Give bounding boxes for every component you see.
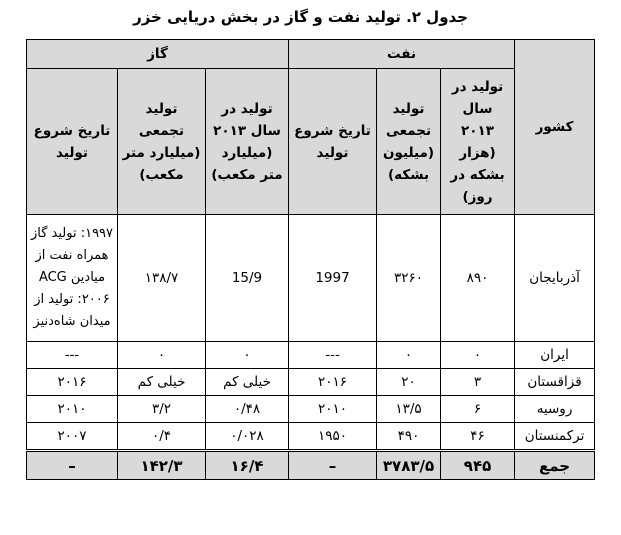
cell-gas-prod: 15/9 bbox=[206, 215, 289, 342]
header-gas-cumulative: تولید تجمعی (میلیارد متر مکعب) bbox=[118, 69, 206, 215]
header-gas-start: تاریخ شروع تولید bbox=[27, 69, 118, 215]
cell-oil-start: ۲۰۱۰ bbox=[289, 396, 377, 423]
table-title: جدول ۲. تولید نفت و گاز در بخش دریایی خزر bbox=[133, 8, 468, 26]
cell-country: ترکمنستان bbox=[515, 423, 595, 451]
cell-gas-cum: ۳/۲ bbox=[118, 396, 206, 423]
cell-oil-prod: ۳ bbox=[441, 369, 515, 396]
cell-gas-start: ۲۰۱۶ bbox=[27, 369, 118, 396]
cell-oil-prod: ۴۶ bbox=[441, 423, 515, 451]
cell-gas-cum: ۱۳۸/۷ bbox=[118, 215, 206, 342]
header-oil-group: نفت bbox=[289, 40, 515, 69]
cell-country: آذربایجان bbox=[515, 215, 595, 342]
cell-oil-prod: ۰ bbox=[441, 342, 515, 369]
table-row bbox=[27, 342, 595, 369]
table-row bbox=[27, 215, 595, 342]
cell-gas-cum: خیلی کم bbox=[118, 369, 206, 396]
header-oil-start: تاریخ شروع تولید bbox=[289, 69, 377, 215]
cell-gas-prod: ۰ bbox=[206, 342, 289, 369]
cell-oil-start: --- bbox=[289, 342, 377, 369]
cell-gas-prod: ۰/۴۸ bbox=[206, 396, 289, 423]
cell-oil-cum: ۰ bbox=[377, 342, 441, 369]
cell-total-gas-prod: ۱۶/۴ bbox=[206, 451, 289, 480]
header-group-row bbox=[27, 40, 595, 69]
table-row bbox=[27, 396, 595, 423]
header-oil-prod-2013: تولید در سال ۲۰۱۳ (هزار بشکه در روز) bbox=[441, 69, 515, 215]
cell-oil-prod: ۶ bbox=[441, 396, 515, 423]
cell-gas-start: ۲۰۱۰ bbox=[27, 396, 118, 423]
cell-gas-prod: خیلی کم bbox=[206, 369, 289, 396]
cell-total-oil-start: – bbox=[289, 451, 377, 480]
cell-gas-start: ۱۹۹۷: تولید گاز همراه نفت از میادین ACG ۲۰۰۶: تولید از میدان شاه‌دنیز bbox=[27, 215, 118, 342]
cell-oil-prod: ۸۹۰ bbox=[441, 215, 515, 342]
cell-oil-cum: ۱۳/۵ bbox=[377, 396, 441, 423]
cell-gas-start: ۲۰۰۷ bbox=[27, 423, 118, 451]
cell-oil-cum: ۳۲۶۰ bbox=[377, 215, 441, 342]
cell-gas-cum: ۰ bbox=[118, 342, 206, 369]
cell-country: روسیه bbox=[515, 396, 595, 423]
oil-gas-table bbox=[26, 39, 595, 480]
cell-total-label: جمع bbox=[515, 451, 595, 480]
cell-oil-cum: ۲۰ bbox=[377, 369, 441, 396]
cell-country: قزاقستان bbox=[515, 369, 595, 396]
cell-oil-start: ۱۹۵۰ bbox=[289, 423, 377, 451]
cell-total-oil-prod: ۹۴۵ bbox=[441, 451, 515, 480]
cell-oil-cum: ۴۹۰ bbox=[377, 423, 441, 451]
table-row bbox=[27, 423, 595, 451]
header-country: کشور bbox=[515, 40, 595, 215]
cell-gas-cum: ۰/۴ bbox=[118, 423, 206, 451]
header-gas-prod-2013: تولید در سال ۲۰۱۳ (میلیارد متر مکعب) bbox=[206, 69, 289, 215]
cell-country: ایران bbox=[515, 342, 595, 369]
cell-oil-start: ۲۰۱۶ bbox=[289, 369, 377, 396]
cell-total-oil-cum: ۳۷۸۳/۵ bbox=[377, 451, 441, 480]
total-row bbox=[27, 451, 595, 480]
header-row bbox=[27, 69, 595, 215]
cell-gas-prod: ۰/۰۲۸ bbox=[206, 423, 289, 451]
header-oil-cumulative: تولید تجمعی (میلیون بشکه) bbox=[377, 69, 441, 215]
table-row bbox=[27, 369, 595, 396]
cell-total-gas-start: – bbox=[27, 451, 118, 480]
cell-oil-start: 1997 bbox=[289, 215, 377, 342]
cell-gas-start: --- bbox=[27, 342, 118, 369]
cell-total-gas-cum: ۱۴۲/۳ bbox=[118, 451, 206, 480]
header-gas-group: گاز bbox=[27, 40, 289, 69]
